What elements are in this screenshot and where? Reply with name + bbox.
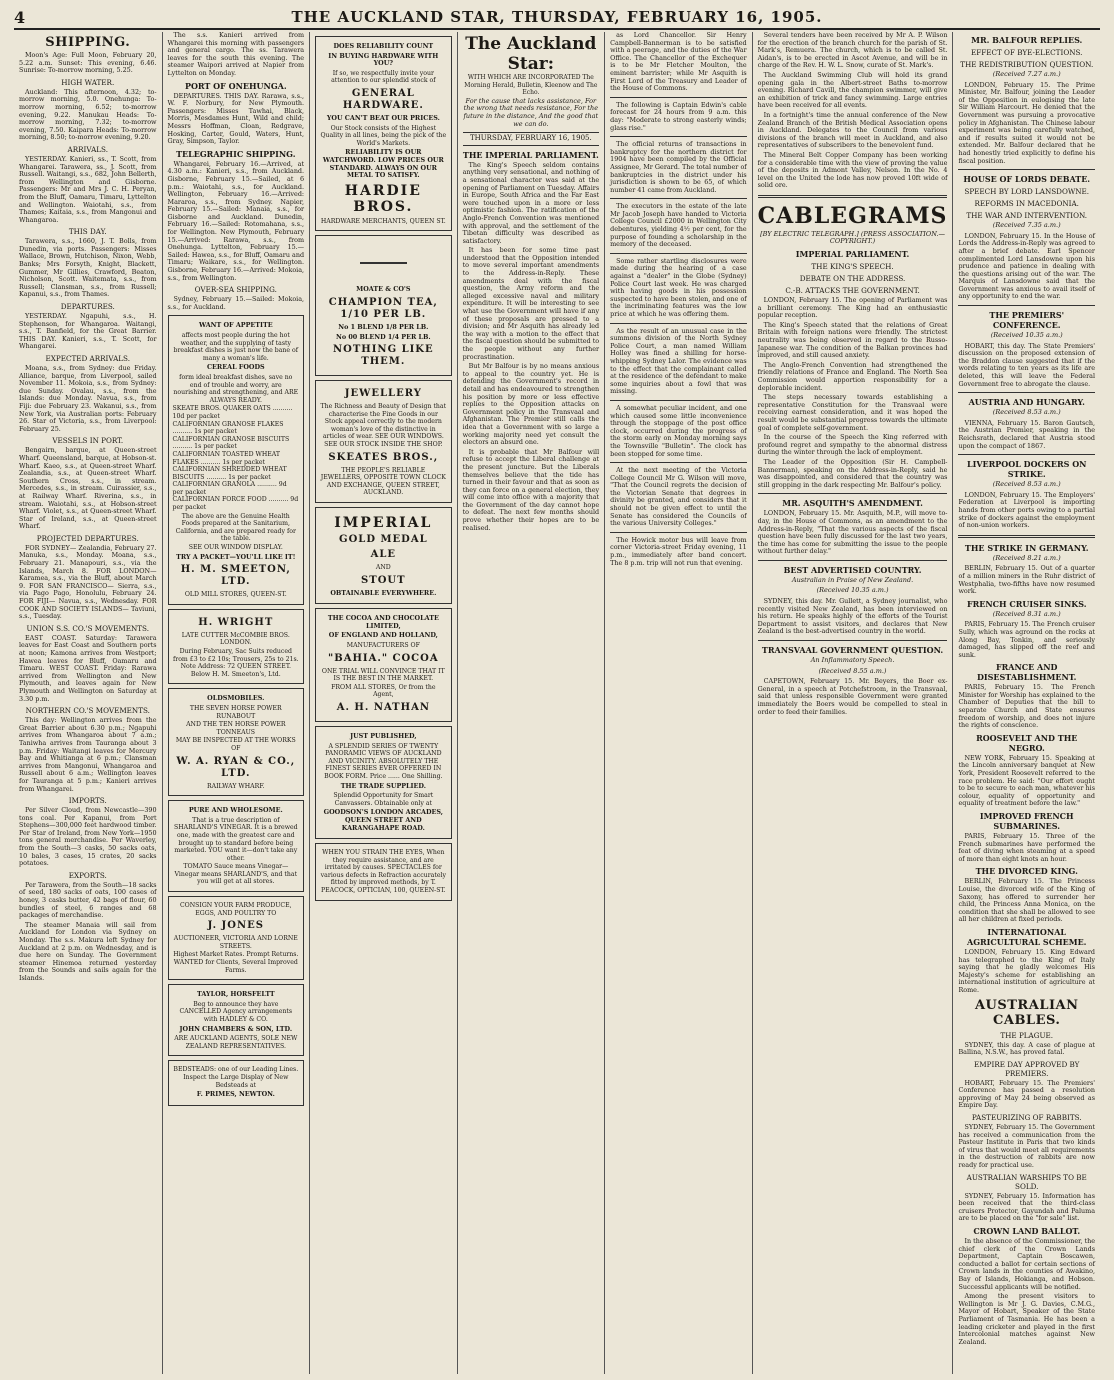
section-heading: UNION S.S. CO.'S MOVEMENTS.	[26, 623, 149, 633]
section-heading: EXPECTED ARRIVALS.	[45, 354, 131, 363]
ad-text: CONSIGN YOUR FARM PRODUCE, EGGS, AND POULTRY TO	[179, 902, 292, 917]
news-paragraph: The official returns of transactions in bankruptcy for the northern district for 1904 have been compiled by the Official Assignee, Mr Gerard. The total number of bankruptcies in the district under his jurisdiction is shown to be 65, of which number 41 came from Auckland.	[610, 140, 747, 194]
ad-address: OLD MILL STORES, QUEEN-ST.	[184, 591, 287, 599]
ad-heading: IMPERIAL	[334, 515, 433, 532]
hardie-name: HARDIE BROS.	[344, 182, 422, 215]
ad-text: If so, we respectfully invite your attention to our splendid stock of	[331, 69, 436, 85]
news-paragraph: The Howick motor bus will leave from corner Victoria-street Friday evening, 11 p.m., immediately after band concert. The 8 p.m. trip will not run that evening.	[610, 535, 747, 567]
article-text: YESTERDAY. Ngapuhi, s.s., H. Stephenson, for Whangaroa. Waitangi, s.s., T. Banfield, for the Great Barrier. THIS DAY. Kanieri, s.s., T. Scott, for Whangarei.	[19, 312, 157, 351]
ad-heading: GENERAL HARDWARE.	[342, 87, 424, 111]
ad-text: WHEN YOU STRAIN THE EYES, When they require assistance, and are irritated by causes. SPECTACLES for various defects in Refraction accurately fitted by improved methods, by T. PEACOCK, OPTICIAN, 100, QUEEN-ST.	[320, 849, 446, 895]
section-heading: MR. ASQUITH'S AMENDMENT.	[782, 498, 923, 509]
article-text: This day: Wellington arrives from the Great Barrier about 6.30 p.m.; Ngapuhi arrives from Whangaroa about 7 a.m.; Taniwha arrives from Tauranga about 3 p.m. Friday: Waitangi leaves for Mercury Bay and Whitianga at 6 p.m.; Clansman arrives from Mangonui, Whangaroa and Russell about 6 a.m.; Wellington leaves for Tauranga at 5 p.m.; Kanieri arrives from Whangarei.	[19, 716, 157, 793]
ad-subheading: LATE CUTTER McCOMBIE BROS. LONDON.	[181, 631, 290, 647]
cable-paragraph: PARIS, February 15. The French cruiser Sully, which was aground on the rocks at Along Bay, Tonkin, and seriously damaged, has slipped off the reef and sunk.	[958, 620, 1095, 659]
ad-text: Beg to announce they have CANCELLED Agency arrangements with HADLEY & CO.	[179, 1000, 293, 1023]
leader-paragraph: It is probable that Mr Balfour will refuse to accept the Liberal challenge at the present juncture. But the Liberals themselves believe that the tide has turned in their favour and that as soon as they can force on a general election, they will come into office with a majority that the Government of the day cannot hope to defeat. The next few months should prove whether their hopes are to be realised.	[462, 447, 600, 532]
product-line: CALIFORNIAN GRANOLA .......... 9d per packet	[172, 481, 287, 496]
section-heading: IMPORTS.	[68, 796, 107, 806]
telegraphic-heading: TELEGRAPHIC SHIPPING.	[176, 148, 296, 159]
cable-paragraph: LONDON, February 15. The opening of Parliament was a brilliant ceremony. The King had an enthusiastic popular reception.	[757, 296, 948, 320]
panoramic-views-ad	[315, 726, 452, 839]
ad-heading: THE COCOA AND CHOCOLATE LIMITED,	[327, 614, 439, 630]
cablegrams-subheading: [BY ELECTRIC TELEGRAPH.] (PRESS ASSOCIATION.—COPYRIGHT.)	[760, 229, 946, 246]
article-text: FOR SYDNEY— Zealandia, February 27. Manuka, s.s., Monday. Moana, s.s., February 21. Manapouri, s.s., via the Islands, March 8. FOR LONDON— Karamea, s.s., via the Bluff, about March 9. FOR SAN FRANCISCO— Sierra, s.s., via Pago Pago, Honolulu, February 24. FOR FIJI— Navua, s.s., Wednesday. FOR COOK AND SOCIETY ISLANDS— Taviuni, s.s., Tuesday.	[19, 543, 157, 621]
cable-paragraph: SYDNEY, this day. Mr. Gullett, a Sydney journalist, who recently visited New Zealand, has been interviewed on his return. He speaks highly of the efforts of the Tourist Department to assist visitors, and declares that New Zealand is the best-advertised country in the world.	[757, 597, 948, 636]
motto: For the cause that lacks assistance, For the wrong that needs resistance, For the future in the distance, And the good that we can do.	[463, 96, 599, 128]
ad-heading: OF ENGLAND AND HOLLAND,	[328, 631, 438, 640]
section-heading: CROWN LAND BALLOT.	[973, 1226, 1081, 1236]
ad-text: A SPLENDID SERIES OF TWENTY PANORAMIC VIEWS OF AUCKLAND AND VICINITY. ABSOLUTELY THE FINEST SERIES EVER OFFERED IN BOOK FORM. Price ...... One Shilling.	[324, 742, 443, 780]
section-heading: SPEECH BY LORD LANSDOWNE.	[964, 187, 1090, 197]
section-heading: VESSELS IN PORT.	[52, 436, 124, 446]
ad-text: SEE OUR WINDOW DISPLAY.	[188, 544, 283, 552]
cable-paragraph: LONDON, February 15. Mr. Asquith, M.P., will move to-day, in the House of Commons, as an amendment to the Address-in-Reply, "That the various aspects of the fiscal question have been fully discussed for the last two years, the time has come for submitting the issue to the people without further delay."	[757, 509, 948, 556]
news-paragraph: At the next meeting of the Victoria College Council Mr G. Wilson will move, "That the Council regrets the decision of the Victorian Senate that degrees in divinity be granted, and considers that it should not be given effect to until the Senate has considered the Councils of the various University Colleges."	[610, 466, 747, 528]
nameplate-subtitle: WITH WHICH ARE INCORPORATED The Morning Herald, Bulletin, Kleenow and The Echo.	[464, 74, 598, 97]
article-text: YESTERDAY. Kanieri, ss., T. Scott, from Whangarei. Tarawera, ss., J. Scott, from Russell. Waitangi, s.s., 682, John Bellerth, from Wellington and Gisborne. Passengers: Mr and Mrs J. C. H. Peryan, from the Bluff, Oamaru, Timaru, Lyttelton and Wellington. Waiotahi, s.s., from Thames; Kaitaia, s.s., from Mangonui and Whangaroa.	[19, 154, 157, 224]
tea-ad	[315, 235, 452, 376]
article-text: Moana, s.s., from Sydney: due Friday. Alliance, barque, from Liverpool, sailed November 11. Mokoia, s.s., from Sydney: due Sunday. Ovalau, s.s., from the Islands: due Monday. Navua, s.s., from Fiji: due February 23. Wakanui, s.s., from New York, via Australian ports: February 26. Star of Victoria, s.s., from Liverpool: February 25.	[19, 364, 157, 433]
section-heading: ARRIVALS.	[67, 144, 108, 154]
product-line: CALIFORNIAN GRANOSE FLAKES .......... 1s per packet	[172, 420, 284, 436]
cable-paragraph: In the course of the Speech the King referred with profound regret and sympathy to the abnormal distress during the winter through the lack of employment.	[757, 433, 948, 457]
agency-ad	[168, 984, 305, 1056]
ad-heading: JOHN CHAMBERS & SON, LTD.	[179, 1024, 293, 1033]
ad-text: Highest Market Rates. Prompt Returns. WANTED for Clients, Several Improved Farms.	[173, 951, 299, 974]
ad-heading: JEWELLERY	[344, 388, 422, 400]
ad-heading: GOLD MEDAL	[339, 534, 428, 546]
cable-paragraph: VIENNA, February 15. Baron Gautsch, the Austrian Premier, speaking in the Reichsrath, declared that Austria stood upon the compact of 1867.	[958, 418, 1095, 450]
cable-paragraph: LONDON, February 15. The Employers' Federation at Liverpool is importing hands from other ports owing to a partial strike of dockers against the employment of non-union workers.	[958, 490, 1095, 530]
ad-subheading: RELIABILITY IS OUR WATCHWORD. LOW PRICES OUR STANDARD. ALWAYS ON OUR METAL TO SATISFY.	[322, 148, 444, 180]
news-paragraph: Several tenders have been received by Mr A. P. Wilson for the erection of the branch church for the parish of St. Mark's, Remuera. The church, which is to be called St. Aidan's, is to be erected in Ascot Avenue, and will be in charge of the Rev. H. W. L. Snow, curate of St. Mark's.	[757, 31, 948, 70]
received-time: (Received 8.21 a.m.)	[992, 553, 1061, 562]
news-paragraph: The Mineral Belt Copper Company has been working for a considerable time with the view of proving the value of the deposits in Admont Valley, Nelson. In the No. 4 level on the United the lode has now proved 10ft wide of solid ore.	[757, 150, 948, 190]
column-cables-right	[952, 32, 1100, 1374]
ad-text: MANUFACTURERS OF	[346, 642, 420, 649]
oldsmobile-ad	[168, 688, 305, 796]
news-paragraph: As the result of an unusual case in the summons division of the North Sydney Police Court, a man named William Holley was fined a shilling for horse-whipping Sydney Lalor. The evidence was to the effect that the complainant called at the residence of the defendant to make some inquiries about a fowl that was missing.	[610, 326, 747, 396]
column-display-ads	[309, 32, 457, 1374]
ad-text: ONE TRIAL WILL CONVINCE THAT IT IS THE BEST IN THE MARKET.	[321, 667, 445, 683]
leader-paragraph: It has been for some time past understood that the Opposition intended to move several important amendments to the Address-in-Reply. These amendments deal with the fiscal question, the Army reform and the alleged excessive naval and military expenditure. It will be interesting to see what use the Government will have if any of these proposals are pressed to a division; and Mr Asquith has already led the way with a motion to the effect that the fiscal question should be submitted to the people without any further procrastination.	[462, 246, 600, 361]
news-paragraph: Some rather startling disclosures were made during the hearing of a case against a "dealer" in the Globe (Sydney) Police Court last week. He was charged with having goods in his possession suspected to have been stolen, and one of the incriminating features was the low price at which he was offering them.	[610, 256, 747, 318]
product-line: SKEATE BROS. QUAKER OATS .......... 10d per packet	[172, 405, 293, 420]
section-heading: EXPORTS.	[68, 870, 107, 880]
received-time: (Received 7.35 a.m.)	[992, 221, 1061, 230]
news-paragraph: The executors in the estate of the late Mr Jacob Joseph have handed to Victoria College Council £2000 in Wellington City debentures, yielding 4½ per cent, for the purpose of founding a scholarship in the memory of the deceased.	[610, 202, 747, 249]
section-heading: EFFECT OF BYE-ELECTIONS.	[971, 48, 1083, 57]
nathan-name: A. H. NATHAN	[336, 701, 430, 713]
ad-text: Our Stock consists of the Highest Quality in all lines, being the pick of the World's Markets.	[320, 124, 447, 147]
section-heading: FRENCH CRUISER SINKS.	[966, 598, 1087, 609]
cable-paragraph: LONDON, February 15. In the House of Lords the Address-in-Reply was agreed to after a brief debate. Earl Spencer complimented Lord Lansdowne upon his prudence and patience in dealing with the questions arising out of the war. The Marquis of Lansdowne said that the Government was anxious to avail itself of any opportunity to end the war.	[958, 231, 1095, 301]
ad-address: THE PEOPLE'S RELIABLE JEWELLERS, OPPOSITE TOWN CLOCK AND EXCHANGE, QUEEN STREET, AUCKLAND.	[320, 466, 446, 497]
cable-paragraph: LONDON, February 15. King Edward has telegraphed to the King of Italy saying that he gladly welcomes His Majesty's scheme for establishing an international institution of agriculture at Rome.	[958, 947, 1095, 994]
received-time: (Received 8.31 a.m.)	[992, 609, 1061, 618]
tea-price: No 00 BLEND 1/4 PER LB.	[336, 332, 431, 341]
article-text: Tarawera, s.s., 1660, J. T. Bolls, from Dunedin, via ports. Passengers: Misses Wallace, Brown, Hutchison, Nixon, Webb, Banks; Mrs Forsyth, Knight, Blackett, Gummer, Mr Gillies, Crawford, Beaton, Nicholson, Scott. Waitemata, s.s., from Russell; Clansman, s.s., from Russell; Kapanui, s.s., from Thames.	[19, 237, 157, 299]
ad-subheading: CEREAL FOODS	[206, 363, 265, 372]
section-heading: THE KING'S SPEECH.	[811, 262, 894, 272]
ad-text: form ideal breakfast dishes, save no end of trouble and worry, are nourishing and strengthening, and ARE ALWAYS READY.	[173, 373, 299, 404]
section-heading: THIS DAY.	[68, 227, 107, 237]
cable-paragraph: The steps necessary towards establishing a representative Constitution for the Transvaal were receiving earnest consideration, and it was hoped the result would be substantial progress towards the ultimate goal of complete self-government.	[757, 393, 948, 432]
section-heading: THE REDISTRIBUTION QUESTION.	[960, 60, 1094, 69]
section-heading: FRANCE AND DISESTABLISHMENT.	[976, 662, 1077, 683]
page-number: 4	[14, 7, 26, 27]
received-time: (Received 8.53 a.m.)	[992, 408, 1061, 417]
shipping-heading: SHIPPING.	[45, 35, 131, 50]
tea-price: No 1 BLEND 1/8 PER LB.	[338, 322, 429, 331]
ad-heading: ALE	[370, 549, 397, 561]
cable-paragraph: BERLIN, February 15. The Princess Louise, the divorced wife of the King of Saxony, has offered to surrender her child, the Princess Anna Monica, on the condition that she shall be allowed to see all her children at fixed periods.	[958, 877, 1095, 924]
section-heading: AUSTRALIAN CABLES.	[974, 997, 1079, 1028]
masthead-title: THE AUCKLAND STAR, THURSDAY, FEBRUARY 16, 1905.	[291, 8, 823, 26]
article-text: Bengairn, barque, at Queen-street Wharf. Queensland, barque, at Hobson-st. Wharf. Kaeo, s.s., at Queen-street Wharf. Zealandia, s.s., at Queen-street Wharf. Southern Cross, s.s., in stream. Mercedes, s.s., in stream. Cuirassier, s.s., at Railway Wharf. Riverina, s.s., in stream. Waiotahi, s.s., at Hobson-street Wharf. Violet, s.s., at Queen-street Wharf. Star of Ireland, s.s., at Queen-street Wharf.	[19, 446, 157, 531]
ad-text: AND	[375, 564, 391, 572]
nameplate: The Auckland Star:	[465, 34, 597, 74]
column-shipping	[14, 32, 162, 1374]
section-heading: TRANSVAAL GOVERNMENT QUESTION.	[761, 645, 944, 656]
product-line: CALIFORNIAN SHREDDED WHEAT BISCUITS .......... 1s per packet	[172, 466, 287, 481]
ad-text: MAY BE INSPECTED AT THE WORKS OF	[175, 737, 296, 752]
column-ads-shipping	[162, 32, 310, 1374]
article-text: Auckland: This afternoon, 4.32; to-morrow morning, 5.0. Onehunga: To-morrow morning, 6.52; to-morrow evening, 9.22. Manukau Heads: To-morrow morning, 7.32; to-morrow evening, 7.50. Kaipara Heads: To-morrow morning, 8.50; to-morrow evening, 9.20.	[19, 87, 157, 142]
ad-heading: OLDSMOBILES.	[207, 694, 265, 703]
news-paragraph: In the absence of the Commissioner, the chief clerk of the Crown Lands Department, Captain Boscawen, conducted a ballot for certain sections of Crown lands in the counties of Awakino, Bay of Islands, Hokianga, and Hobson. Successful applicants will be notified.	[958, 1237, 1095, 1291]
section-heading: LIVERPOOL DOCKERS ON STRIKE.	[966, 459, 1087, 480]
cable-paragraph: NEW YORK, February 15. Speaking at the Lincoln anniversary banquet at New York, President Roosevelt referred to the race problem. He said: "Our effort ought to be to secure to each man, whatever his colour, equality of opportunity and equality of treatment before the law."	[958, 753, 1095, 808]
ad-text: affects most people during the hot weather, and the supplying of tasty breakfast dishes is just now the bane of many a woman's life.	[173, 332, 299, 362]
section-heading: DEPARTURES.	[60, 302, 115, 312]
news-paragraph: A somewhat peculiar incident, and one which caused some little inconvenience through the stoppage of the post office clock, occurred during the progress of the storm early on Monday morning says the Townsville "Bulletin". The clock has been stopped for some time.	[610, 403, 747, 458]
section-heading: IMPERIAL PARLIAMENT.	[795, 249, 910, 260]
cable-paragraph: SYDNEY, February 15. Information has been received that the third-class cruisers Protector, Gayundah and Paluma are to be placed on the "for sale" list.	[958, 1191, 1095, 1223]
ad-address: RAILWAY WHARF.	[206, 782, 265, 790]
ad-address: AUCTIONEER, VICTORIA AND LORNE STREETS.	[173, 935, 298, 950]
article-text: The s.s. Kanieri arrived from Whangarei this morning with passengers and general cargo. The ss. Tarawera leaves for the south this evening. The steamer Waipori arrived at Napier from Lyttelton on Monday.	[167, 31, 305, 77]
cable-paragraph: The Leader of the Opposition (Sir H. Campbell-Bannerman), speaking on the Address-in-Reply, said he was disappointed, and considered that the country was still gropping in the dark respecting Mr. Balfour's policy.	[757, 457, 948, 489]
section-heading: THE DIVORCED KING.	[975, 866, 1078, 877]
subheading: An Inflammatory Speech.	[810, 656, 895, 665]
article-text: DEPARTURES. THIS DAY. Rarawa, s.s., W. F. Norbury, for New Plymouth. Passengers: Misses Tawhai, Black, Morris, Mesdames Hunt, Wild and child; Messrs Hoffman, Cloan, Redgrave, Hosking, Carter, Gould, Waters, Hunt, Gray, Simpson, Taylor.	[167, 91, 305, 146]
product-line: CALIFORNIAN FORCE FOOD .......... 9d per packet	[172, 496, 299, 512]
wright-tailor-ad	[168, 609, 305, 685]
news-paragraph: The Auckland Swimming Club will hold its grand opening gala in the Albert-street Baths to-morrow evening. Richard Cavill, the champion swimmer, will give an exhibition of trick and fancy swimming. Large entries have been received for all events.	[757, 70, 948, 110]
ad-text: The Richness and Beauty of Design that characterise the Fine Goods in our Stock appeal correctly to the modern woman's love of the distinctive in articles of wear. SEE OUR WINDOWS. SEE OUR STOCK INSIDE THE SHOP.	[320, 403, 447, 449]
cablegrams-heading: CABLEGRAMS	[757, 202, 948, 229]
section-heading: AUSTRIA AND HUNGARY.	[968, 397, 1085, 408]
ad-text: The above are the Genuine Health Foods prepared at the Sanitarium, California, and are prepared ready for the table.	[175, 512, 296, 543]
ad-text: AND THE TEN HORSE POWER TONNEAUS	[186, 721, 286, 736]
ad-subheading: OBTAINABLE EVERYWHERE.	[330, 588, 437, 597]
section-heading: BEST ADVERTISED COUNTRY.	[783, 564, 922, 575]
column-local-news	[604, 32, 752, 1374]
oversea-heading: OVER-SEA SHIPPING.	[194, 285, 277, 295]
column-leader	[457, 32, 605, 1374]
cocoa-ad	[315, 608, 452, 722]
cable-paragraph: HOBART, February 15. The Premiers' Conference has passed a resolution approving of May 24 being observed as Empire Day.	[958, 1078, 1095, 1110]
vinegar-ad	[168, 800, 305, 892]
subheading: Australian in Praise of New Zealand.	[791, 575, 914, 584]
article-text: Sydney, February 15.—Sailed: Mokoia, s.s., for Auckland.	[167, 295, 305, 311]
bedsteads-ad	[168, 1060, 305, 1105]
dateline: THURSDAY, FEBRUARY 16, 1905.	[463, 132, 600, 146]
article-text: Moon's Age: Full Moon, February 20, 5.22 a.m. Sunset: This evening, 6.46. Sunrise: To-morrow morning, 5.25.	[19, 51, 157, 75]
ad-heading: JUST PUBLISHED,	[350, 731, 417, 740]
ad-heading: STOUT	[361, 574, 406, 586]
ad-heading: F. PRIMES, NEWTON.	[196, 1090, 275, 1099]
imperial-ale-ad	[315, 507, 452, 604]
news-paragraph: The following is Captain Edwin's cable forecast for 24 hours from 9 a.m. this day: "Moderate to strong easterly winds; glass rise."	[610, 100, 747, 132]
ad-text: THE SEVEN HORSE POWER RUNABOUT	[189, 704, 282, 720]
ad-subheading: IN BUYING HARDWARE WITH YOU?	[328, 51, 439, 68]
goodson-name: GOODSON'S LONDON ARCADES, QUEEN STREET AND KARANGAHAPE ROAD.	[323, 808, 444, 832]
cable-paragraph: CAPETOWN, February 15. Mr. Beyers, the Boer ex-General, in a speech at Potchefstroom, in the Transvaal, said that unless responsible Government were granted immediately the Boers would be compelled to steal in order to feed their families.	[757, 677, 948, 716]
cable-paragraph: SYDNEY, February 15. The Government has received a communication from the Pasteur Institute in Paris that two kinds of virus that would meet all requirements in the destruction of rabbits are now ready for practical use.	[958, 1123, 1095, 1170]
received-time: (Received 10.35 a.m.)	[990, 331, 1063, 340]
ad-heading: TAYLOR, HORSFELTT	[196, 990, 275, 999]
tea-price: CHAMPION TEA, 1/10 PER LB.	[328, 296, 438, 320]
article-text: Per Tarawera, from the South—18 sacks of seed, 180 sacks of oats, 100 cases of honey, 3 casks butter, 42 bags of flour, 60 bundles of steel, 6 ranges and 68 packages of merchandise.	[19, 880, 157, 920]
news-paragraph: as Lord Chancellor. Sir Henry Campbell-Bannerman is to be satisfied with a peerage, and the duties of the War Office. The Chancellor of the Exchequer is to be Mr Fletcher Moulton, the eminent barrister; while Mr Asquith is First Lord of the Treasury and Leader of the House of Commons.	[610, 31, 747, 93]
ad-text: TOMATO Sauce means Vinegar—Vinegar means SHARLAND'S, and that you will get at all stores.	[174, 863, 298, 886]
cable-paragraph: PARIS, February 15. Three of the French submarines have performed the feat of diving when steaming at a speed of more than eight knots an hour.	[958, 832, 1095, 863]
news-paragraph: Among the present visitors to Wellington is Mr J. G. Davies, C.M.G., Mayor of Hobart, Speaker of the State Parliament of Tasmania. He has been a leading cricketer and played in the first Intercolonial matches against New Zealand.	[958, 1292, 1095, 1346]
ad-heading: DOES RELIABILITY COUNT	[333, 42, 434, 50]
article-text: Per Silver Cloud, from Newcastle—390 tons coal. Per Kapanui, from Port Stephens—300,000 feet hardwood timber. Per Star of Ireland, from New York—1950 tons general merchandise. Per Waverley, from the South—3 casks, 50 sacks oats, 10 bales, 3 cases, 15 crates, 20 sacks potatoes.	[19, 806, 157, 868]
cable-paragraph: PARIS, February 15. The French Minister for Worship has explained to the Chamber of Deputies that the bill to separate Church and State ensures freedom of worship, and does not injure the rights of conscience.	[958, 683, 1095, 730]
section-heading: THE WAR AND INTERVENTION.	[966, 211, 1088, 221]
news-paragraph: In a fortnight's time the annual conference of the New Zealand Branch of the British Medical Association opens in Auckland. Delegates to the Council from various divisions of the branch will meet in Auckland, and also representatives of subscribers to the benevolent fund.	[757, 110, 948, 150]
ad-heading: PURE AND WHOLESOME.	[188, 806, 283, 815]
section-heading: ROOSEVELT AND THE NEGRO.	[976, 732, 1078, 753]
ad-text: FROM ALL STORES, Or from the Agent,	[331, 683, 436, 699]
section-heading: THE STRIKE IN GERMANY.	[964, 542, 1089, 553]
article-text: The steamer Manaia will sail from Auckland for London via Sydney on Monday. The s.s. Makura left Sydney for Auckland at 2 p.m. on Wednesday, and is due here on Sunday. The Government steamer Hinemoa returned yesterday from the Sounds and sails again for the Islands.	[19, 920, 157, 982]
ad-text: BEDSTEADS: one of our Leading Lines. Inspect the Large Display of New Bedsteads at	[173, 1066, 299, 1089]
cereal-foods-ad	[168, 315, 305, 604]
section-heading: HOUSE OF LORDS DEBATE.	[963, 174, 1091, 185]
leader-heading: THE IMPERIAL PARLIAMENT.	[462, 149, 599, 160]
product-line: CALIFORNIAN TOASTED WHEAT FLAKES .......... 1s per packet	[172, 450, 281, 466]
section-heading: PASTEURIZING OF RABBITS.	[971, 1113, 1082, 1123]
cable-paragraph: HOBART, this day. The State Premiers' discussion on the proposed extension of the Braddon clause suggested that if the words relating to ten years as its life are deleted, this will leave the Federal Government free to abrogate the clause.	[958, 341, 1095, 388]
tea-slogan: NOTHING LIKE THEM.	[333, 344, 434, 368]
leader-paragraph: The King's Speech seldom contains anything very sensational, and nothing of a sensational character was said at the opening of Parliament on Tuesday. Affairs in Europe, South Africa and the Far East were touched upon in a more or less optimistic fashion. The ratification of the Anglo-French Convention was mentioned with approval, and the settlement of the Tibetan difficulty was described as satisfactory.	[462, 160, 600, 245]
section-heading: IMPROVED FRENCH SUBMARINES.	[979, 811, 1074, 831]
onehunga-heading: PORT OF ONEHUNGA.	[184, 80, 287, 91]
cable-paragraph: BERLIN, February 15. Out of a quarter of a million miners in the Ruhr district of Westphalia, two-fifths have now resumed work.	[958, 564, 1095, 596]
jones-name: J. JONES	[207, 920, 264, 932]
section-heading: EMPIRE DAY APPROVED BY PREMIERS.	[974, 1059, 1080, 1078]
auctioneer-ad	[168, 896, 305, 980]
section-heading: INTERNATIONAL AGRICULTURAL SCHEME.	[966, 926, 1087, 947]
cable-paragraph: SYDNEY, this day. A case of plague at Ballina, N.S.W., has proved fatal.	[958, 1040, 1095, 1057]
column-cablegrams	[752, 32, 953, 1374]
product-line: CALIFORNIAN GRANOSE BISCUITS .......... 1s per packet	[172, 435, 290, 451]
received-time: (Received 8.55 a.m.)	[818, 666, 887, 675]
ad-text: ARE AUCKLAND AGENTS, SOLE NEW ZEALAND REPRESENTATIVES.	[174, 1035, 298, 1050]
cable-paragraph: The King's Speech stated that the relations of Great Britain with foreign nations were friendly. The strictest neutrality was being observed in regard to the Russo-Japanese war. The condition of the Balkan provinces had improved, and still caused anxiety.	[757, 320, 948, 360]
masthead	[14, 6, 1100, 30]
section-heading: NORTHERN CO.'S MOVEMENTS.	[25, 706, 150, 716]
ad-subheading: THE TRADE SUPPLIED.	[340, 781, 426, 790]
leader-paragraph: But Mr Balfour is by no means anxious to appeal to the country yet. He is defending the Government's record in detail and has endeavoured to strengthen his position by more or less effective replies to the Opposition attacks on Government policy in the Transvaal and Afghanistan. The Premier still calls the idea that a Government with so large a working majority need yet consult the electors an absurd one.	[462, 362, 600, 447]
ad-heading: MOATE & CO'S	[356, 285, 411, 294]
section-heading: THE PREMIERS' CONFERENCE.	[989, 310, 1065, 331]
skeates-name: SKEATES BROS.,	[328, 451, 439, 463]
section-heading: C.-B. ATTACKS THE GOVERNMENT.	[785, 286, 920, 296]
section-heading: THE PLAGUE.	[1000, 1030, 1054, 1040]
ad-text: That is a true description of SHARLAND'S VINEGAR. It is a brewed one, made with the greatest care and brought up to standard before being marketed. YOU want it—don't take any other.	[173, 816, 298, 862]
cable-paragraph: LONDON, February 15. The Prime Minister, Mr. Balfour, joining the Leader of the Opposition in eulogising the late Sir William Harcourt. He denied that the Government was pursuing a provocative policy in Afghanistan. The Chinese labour experiment was being carefully watched, and if results suited it would not be extended. Mr. Balfour declared that he had honestly tried explicitly to define his fiscal position.	[958, 80, 1095, 165]
section-heading: AUSTRALIAN WARSHIPS TO BE SOLD.	[966, 1172, 1087, 1191]
cocoa-name: "BAHIA." COCOA	[328, 652, 439, 664]
ad-slogan: TRY A PACKET—YOU'LL LIKE IT!	[176, 552, 296, 561]
article-text: Whangarei, February 16.—Arrived, at 4.30 a.m.: Kanieri, s.s., from Auckland. Gisborne, February 15.—Sailed, at 6 p.m.: Waiotahi, s.s., for Auckland. Wellington, February 16.—Arrived: Mararoa, s.s., from Sydney. Napier, February 15.—Sailed: Manaia, s.s., for Gisborne and Auckland. Dunedin, February 16.—Sailed: Rotomahana, s.s., for Wellington. New Plymouth, February 15.—Arrived: Rarawa, s.s., from Onehunga. Lyttelton, February 15.—Sailed: Hawea, s.s., for Bluff, Oamaru and Timaru; Waikare, s.s., for Wellington. Gisborne, February 16.—Arrived: Mokoia, s.s., from Wellington.	[167, 159, 305, 282]
ryan-name: W. A. RYAN & CO., LTD.	[176, 755, 296, 779]
received-time: (Received 8.53 a.m.)	[992, 480, 1061, 489]
section-heading: HIGH WATER.	[61, 77, 115, 87]
hardware-ad	[315, 36, 452, 231]
received-time: (Received 7.27 a.m.)	[992, 70, 1061, 78]
section-heading: PROJECTED DEPARTURES.	[36, 533, 139, 543]
ad-text: Splendid Opportunity for Smart Canvassers. Obtainable only at	[333, 792, 434, 807]
ad-address: HARDWARE MERCHANTS, QUEEN ST.	[320, 217, 446, 225]
wright-name: H. WRIGHT	[198, 616, 274, 628]
received-time: (Received 10.35 a.m.)	[816, 586, 889, 595]
tea-star-graphic	[333, 244, 434, 282]
ad-heading: WANT OF APPETITE	[198, 321, 273, 330]
jewellery-ad	[315, 380, 452, 503]
smeeton-name: H. M. SMEETON, LTD.	[180, 564, 291, 588]
article-text: EAST COAST. Saturday: Tarawera leaves for East Coast and Southern ports at noon; Kamona arrives from Westport; Hawea leaves for Bluff, Oamaru and Timaru. WEST COAST. Friday: Rarawa arrived from Wellington and New Plymouth, and leaves again for New Plymouth and Wellington on Saturday at 3.30 p.m.	[19, 633, 157, 703]
section-heading: MR. BALFOUR REPLIES.	[971, 35, 1083, 45]
ad-subheading: YOU CAN'T BEAT OUR PRICES.	[326, 113, 440, 122]
cable-paragraph: The Anglo-French Convention had strengthened the friendly relations of France and England. The North Sea Commission would apportion responsibility for a deplorable incident.	[757, 360, 948, 392]
ad-text: During February, Sac Suits reduced from £3 to £2 10s; Trousers, 25s to 21s. Note Address: 72 QUEEN STREET. Below H. M. Smeeton's, Ltd.	[172, 648, 299, 678]
section-heading: REFORMS IN MACEDONIA.	[974, 199, 1079, 209]
section-heading: DEBATE ON THE ADDRESS.	[799, 274, 906, 284]
optician-ad	[315, 843, 452, 901]
